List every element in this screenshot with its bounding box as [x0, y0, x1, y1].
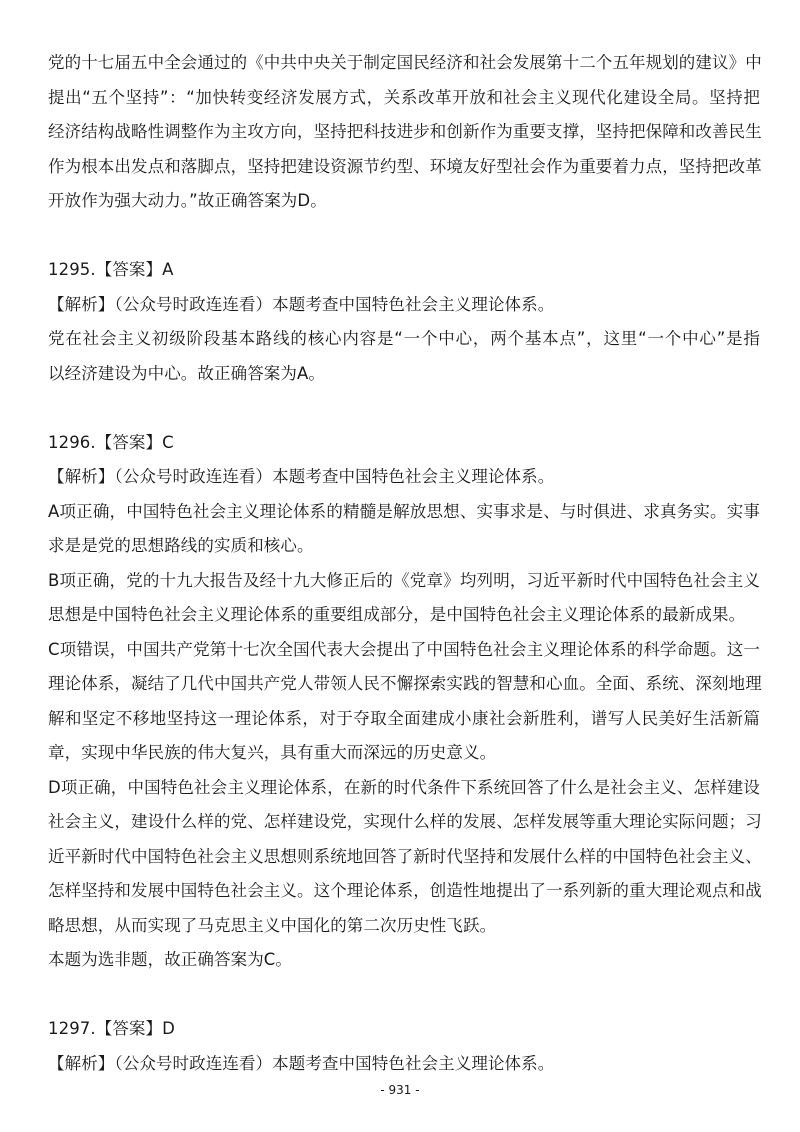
spacer — [48, 391, 760, 426]
text-line: 以经济建设为中心。故正确答案为A。 — [48, 363, 325, 383]
text-line: D项正确，中国特色社会主义理论体系，在新的时代条件下系统回答了什么是社会主义、怎样建设 — [48, 777, 760, 797]
option-a-explanation — [48, 495, 760, 564]
page-number: - 931 - — [380, 1083, 420, 1097]
answer-line: 1295.【答案】A — [48, 260, 174, 279]
text-line: 开放作为强大动力。”故正确答案为D。 — [48, 191, 327, 210]
document-body — [48, 46, 760, 1081]
text-line: 解和坚定不移地坚持这一理论体系，对于夺取全面建成小康社会新胜利，谱写人民美好生活新篇 — [48, 708, 760, 728]
question-1296 — [48, 426, 760, 978]
conclusion-line: 本题为选非题，故正确答案为C。 — [48, 950, 293, 969]
question-1297 — [48, 1012, 760, 1081]
text-line: 理论体系，凝结了几代中国共产党人带领人民不懈探索实践的智慧和心血。全面、系统、深刻地理 — [48, 674, 762, 693]
text-line: 近平新时代中国特色社会主义思想则系统地回答了新时代坚持和发展什么样的中国特色社会主义、 — [48, 846, 762, 866]
text-line: 章，实现中华民族的伟大复兴，具有重大而深远的历史意义。 — [48, 743, 497, 762]
text-line: A项正确，中国特色社会主义理论体系的精髓是解放思想、实事求是、与时俱进、求真务实。实事 — [48, 501, 760, 521]
text-line: 党的十七届五中全会通过的《中共中央关于制定国民经济和社会发展第十二个五年规划的建议》中 — [48, 53, 762, 72]
analysis-line: 【解析】（公众号时政连连看）本题考查中国特色社会主义理论体系。 — [48, 294, 555, 314]
answer-line: 1297.【答案】D — [48, 1019, 175, 1038]
text-line: 作为根本出发点和落脚点，坚持把建设资源节约型、环境友好型社会作为重要着力点，坚持把改革 — [48, 156, 762, 176]
analysis-line: 【解析】（公众号时政连连看）本题考查中国特色社会主义理论体系。 — [48, 1053, 555, 1073]
text-line: 党在社会主义初级阶段基本路线的核心内容是“一个中心，两个基本点”，这里“一个中心”是指 — [48, 329, 760, 348]
question-1295 — [48, 253, 760, 391]
option-c-explanation — [48, 633, 760, 771]
answer-line: 1296.【答案】C — [48, 432, 174, 452]
option-b-explanation — [48, 564, 760, 633]
spacer — [48, 978, 760, 1013]
option-d-explanation — [48, 771, 760, 944]
text-line: 略思想，从而实现了马克思主义中国化的第二次历史性飞跃。 — [48, 915, 497, 935]
text-line: C项错误，中国共产党第十七次全国代表大会提出了中国特色社会主义理论体系的科学命题。这一 — [48, 639, 760, 659]
text-line: 提出“五个坚持”：“加快转变经济发展方式，关系改革开放和社会主义现代化建设全局。坚持把 — [48, 87, 760, 107]
text-line: 社会主义，建设什么样的党、怎样建设党，实现什么样的发展、怎样发展等重大理论实际问题；习 — [48, 812, 762, 831]
text-line: 思想是中国特色社会主义理论体系的重要组成部分，是中国特色社会主义理论体系的最新成果。 — [48, 605, 746, 624]
text-line: 怎样坚持和发展中国特色社会主义。这个理论体系，创造性地提出了一系列新的重大理论观点和战 — [48, 881, 762, 900]
text-line: 经济结构战略性调整作为主攻方向，坚持把科技进步和创新作为重要支撑，坚持把保障和改善民生 — [48, 122, 762, 141]
spacer — [48, 219, 760, 254]
analysis-line: 【解析】（公众号时政连连看）本题考查中国特色社会主义理论体系。 — [48, 467, 555, 486]
intro-paragraph — [48, 46, 760, 219]
text-line: B项正确，党的十九大报告及经十九大修正后的《党章》均列明，习近平新时代中国特色社会主义 — [48, 570, 760, 590]
text-line: 求是是党的思想路线的实质和核心。 — [48, 536, 314, 555]
